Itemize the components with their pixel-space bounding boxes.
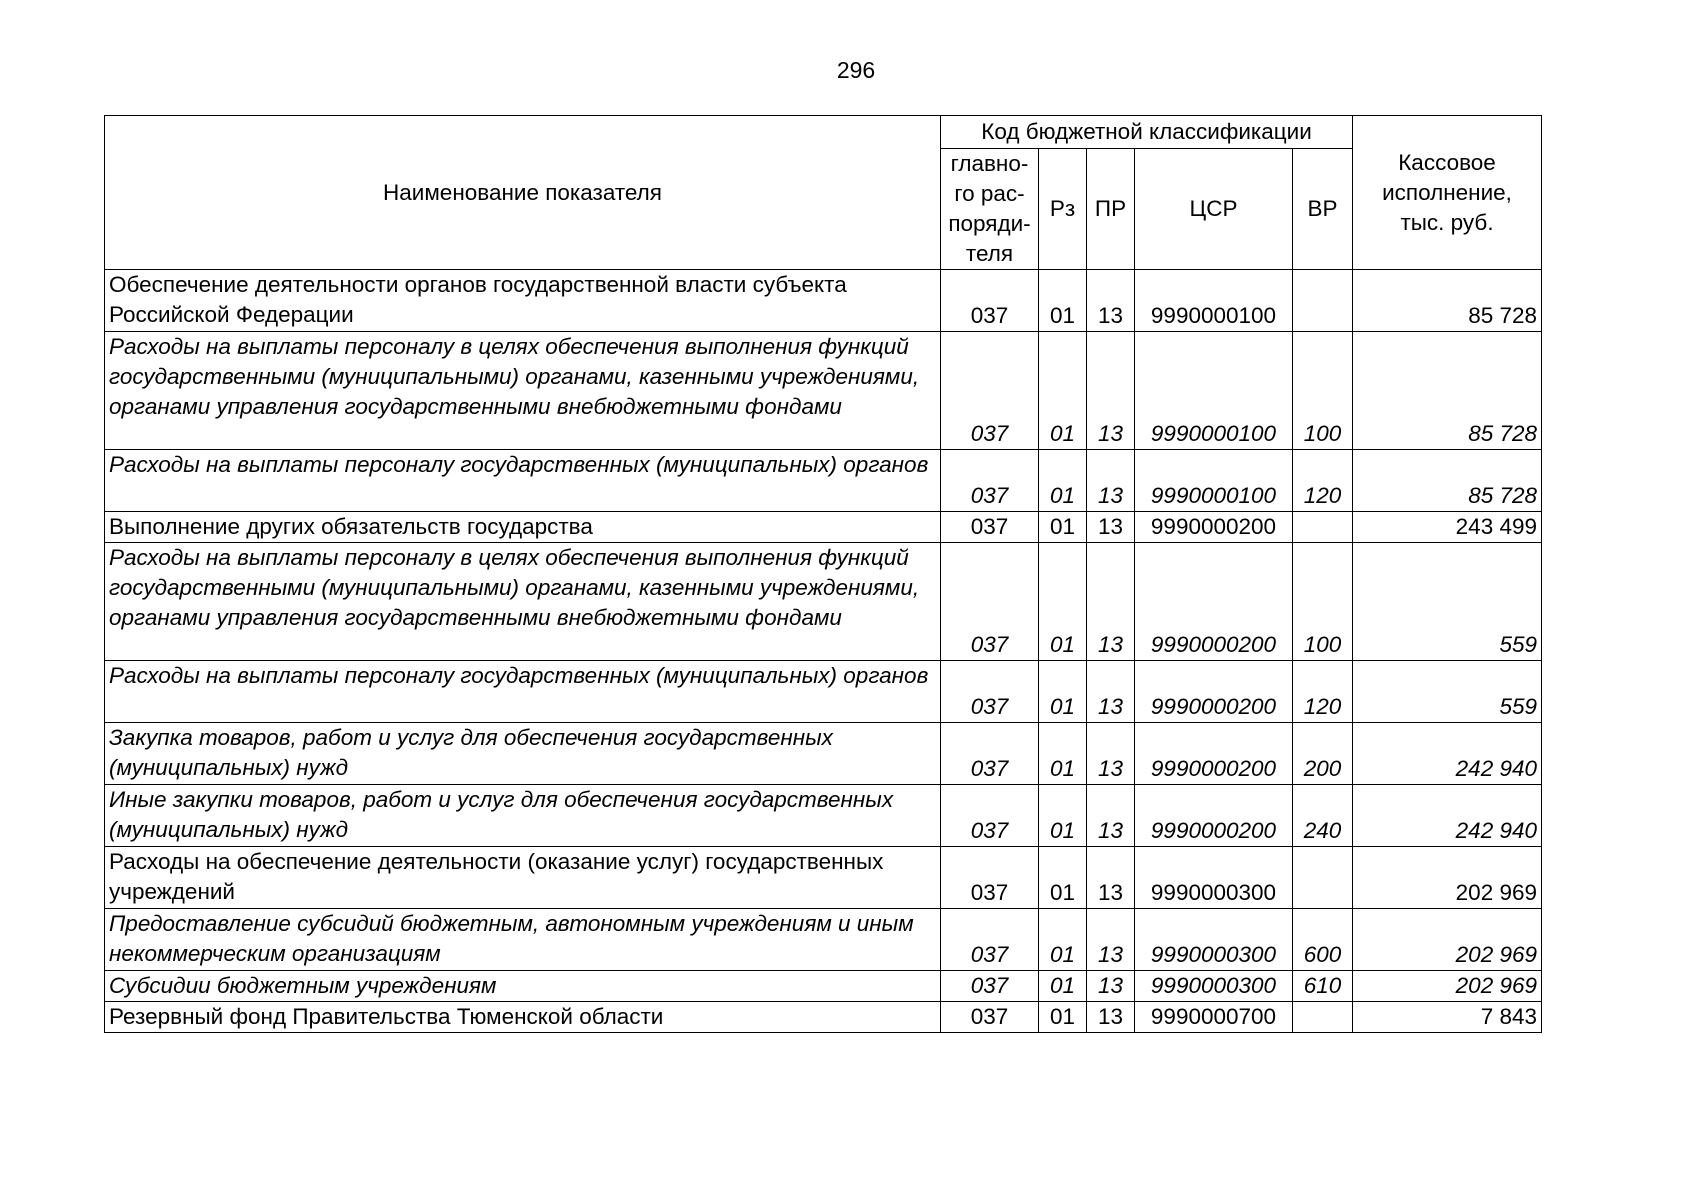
row-admin-code: 037 xyxy=(941,543,1039,661)
row-vr-code: 610 xyxy=(1293,971,1353,1002)
row-pr-code: 13 xyxy=(1087,270,1135,332)
row-name: Расходы на выплаты персоналу государственных (муниципальных) органов xyxy=(105,661,941,723)
row-pr-code: 13 xyxy=(1087,971,1135,1002)
row-csr-code: 9990000700 xyxy=(1135,1002,1293,1033)
header-csr: ЦСР xyxy=(1135,149,1293,270)
header-name: Наименование показателя xyxy=(105,116,941,270)
table-row xyxy=(105,450,1542,512)
header-admin-line: поряди- xyxy=(948,211,1031,236)
table-row xyxy=(105,971,1542,1002)
row-pr-code: 13 xyxy=(1087,909,1135,971)
table-row xyxy=(105,1002,1542,1033)
header-vr: ВР xyxy=(1293,149,1353,270)
row-rz-code: 01 xyxy=(1039,332,1087,450)
row-rz-code: 01 xyxy=(1039,543,1087,661)
row-admin-code: 037 xyxy=(941,512,1039,543)
table-row xyxy=(105,270,1542,332)
row-name: Выполнение других обязательств государства xyxy=(105,512,941,543)
row-amount: 202 969 xyxy=(1353,971,1542,1002)
row-amount: 7 843 xyxy=(1353,1002,1542,1033)
row-admin-code: 037 xyxy=(941,1002,1039,1033)
header-rz: Рз xyxy=(1039,149,1087,270)
row-rz-code: 01 xyxy=(1039,661,1087,723)
row-name: Иные закупки товаров, работ и услуг для обеспечения государственных (муниципальных) нужд xyxy=(105,785,941,847)
row-name: Резервный фонд Правительства Тюменской области xyxy=(105,1002,941,1033)
row-rz-code: 01 xyxy=(1039,971,1087,1002)
row-name: Расходы на выплаты персоналу в целях обеспечения выполнения функций государственными (муниципальными) органами, казенными учреждениями, органами управления государственными внебюджетными фондами xyxy=(105,543,941,661)
header-classification-group: Код бюджетной классификации xyxy=(941,116,1353,149)
row-vr-code xyxy=(1293,1002,1353,1033)
table-row xyxy=(105,543,1542,661)
row-csr-code: 9990000300 xyxy=(1135,847,1293,909)
row-vr-code: 120 xyxy=(1293,450,1353,512)
row-pr-code: 13 xyxy=(1087,450,1135,512)
row-rz-code: 01 xyxy=(1039,723,1087,785)
row-name: Субсидии бюджетным учреждениям xyxy=(105,971,941,1002)
row-csr-code: 9990000200 xyxy=(1135,723,1293,785)
row-admin-code: 037 xyxy=(941,450,1039,512)
row-rz-code: 01 xyxy=(1039,512,1087,543)
header-amount-line: Кассовое xyxy=(1398,149,1496,175)
row-csr-code: 9990000200 xyxy=(1135,512,1293,543)
row-admin-code: 037 xyxy=(941,270,1039,332)
row-rz-code: 01 xyxy=(1039,450,1087,512)
table-row xyxy=(105,332,1542,450)
row-csr-code: 9990000200 xyxy=(1135,543,1293,661)
table-row xyxy=(105,723,1542,785)
row-admin-code: 037 xyxy=(941,332,1039,450)
row-csr-code: 9990000100 xyxy=(1135,450,1293,512)
header-admin-line: главно- xyxy=(950,151,1029,176)
table-row xyxy=(105,847,1542,909)
row-name: Закупка товаров, работ и услуг для обеспечения государственных (муниципальных) нужд xyxy=(105,723,941,785)
row-csr-code: 9990000200 xyxy=(1135,661,1293,723)
row-amount: 202 969 xyxy=(1353,909,1542,971)
table-row xyxy=(105,909,1542,971)
row-admin-code: 037 xyxy=(941,785,1039,847)
row-csr-code: 9990000100 xyxy=(1135,332,1293,450)
row-csr-code: 9990000200 xyxy=(1135,785,1293,847)
row-rz-code: 01 xyxy=(1039,1002,1087,1033)
table-row xyxy=(105,661,1542,723)
row-pr-code: 13 xyxy=(1087,661,1135,723)
row-vr-code: 240 xyxy=(1293,785,1353,847)
row-csr-code: 9990000300 xyxy=(1135,909,1293,971)
row-amount: 242 940 xyxy=(1353,785,1542,847)
row-admin-code: 037 xyxy=(941,909,1039,971)
row-name: Предоставление субсидий бюджетным, автономным учреждениям и иным некоммерческим организациям xyxy=(105,909,941,971)
row-admin-code: 037 xyxy=(941,971,1039,1002)
row-name: Расходы на выплаты персоналу государственных (муниципальных) органов xyxy=(105,450,941,512)
row-amount: 242 940 xyxy=(1353,723,1542,785)
row-vr-code xyxy=(1293,270,1353,332)
header-amount-line: исполнение, xyxy=(1382,179,1512,205)
row-pr-code: 13 xyxy=(1087,1002,1135,1033)
budget-execution-table xyxy=(104,115,1542,1033)
row-csr-code: 9990000100 xyxy=(1135,270,1293,332)
row-pr-code: 13 xyxy=(1087,785,1135,847)
header-admin xyxy=(941,149,1039,270)
header-amount xyxy=(1353,116,1542,270)
header-admin-line: теля xyxy=(965,241,1014,266)
row-pr-code: 13 xyxy=(1087,332,1135,450)
row-pr-code: 13 xyxy=(1087,543,1135,661)
header-pr: ПР xyxy=(1087,149,1135,270)
page-number: 296 xyxy=(836,57,876,83)
row-admin-code: 037 xyxy=(941,661,1039,723)
row-admin-code: 037 xyxy=(941,723,1039,785)
row-name: Расходы на обеспечение деятельности (оказание услуг) государственных учреждений xyxy=(105,847,941,909)
row-vr-code xyxy=(1293,512,1353,543)
row-amount: 85 728 xyxy=(1353,332,1542,450)
row-name: Обеспечение деятельности органов государственной власти субъекта Российской Федерации xyxy=(105,270,941,332)
row-vr-code: 100 xyxy=(1293,543,1353,661)
row-vr-code: 100 xyxy=(1293,332,1353,450)
row-vr-code: 200 xyxy=(1293,723,1353,785)
row-pr-code: 13 xyxy=(1087,723,1135,785)
header-admin-line: го рас- xyxy=(954,181,1025,206)
row-amount: 202 969 xyxy=(1353,847,1542,909)
row-pr-code: 13 xyxy=(1087,512,1135,543)
row-rz-code: 01 xyxy=(1039,270,1087,332)
row-amount: 559 xyxy=(1353,543,1542,661)
row-amount: 243 499 xyxy=(1353,512,1542,543)
row-amount: 559 xyxy=(1353,661,1542,723)
row-csr-code: 9990000300 xyxy=(1135,971,1293,1002)
row-vr-code xyxy=(1293,847,1353,909)
row-vr-code: 120 xyxy=(1293,661,1353,723)
header-amount-line: тыс. руб. xyxy=(1400,209,1494,235)
row-rz-code: 01 xyxy=(1039,785,1087,847)
row-rz-code: 01 xyxy=(1039,909,1087,971)
row-name: Расходы на выплаты персоналу в целях обеспечения выполнения функций государственными (муниципальными) органами, казенными учреждениями, органами управления государственными внебюджетными фондами xyxy=(105,332,941,450)
table-row xyxy=(105,785,1542,847)
row-rz-code: 01 xyxy=(1039,847,1087,909)
row-amount: 85 728 xyxy=(1353,270,1542,332)
row-admin-code: 037 xyxy=(941,847,1039,909)
table-body xyxy=(105,270,1542,1033)
table-row xyxy=(105,512,1542,543)
row-pr-code: 13 xyxy=(1087,847,1135,909)
row-vr-code: 600 xyxy=(1293,909,1353,971)
row-amount: 85 728 xyxy=(1353,450,1542,512)
